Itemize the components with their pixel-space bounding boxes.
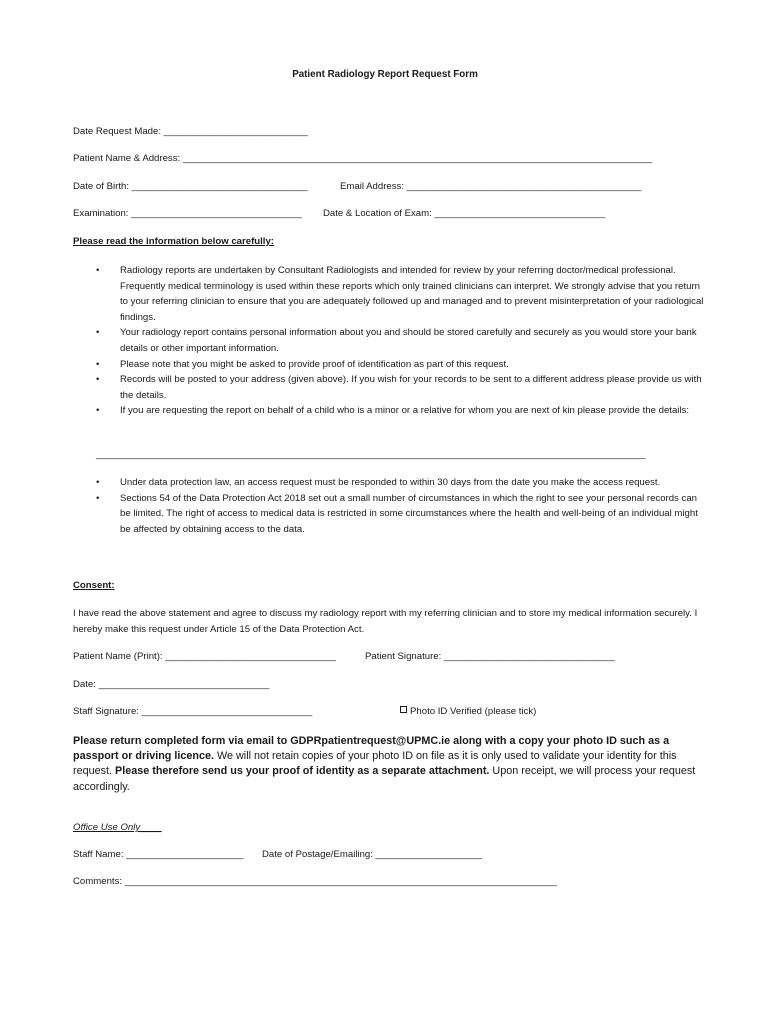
date-location-field[interactable]: Date & Location of Exam: ________________________________ (323, 208, 606, 219)
patient-name-print-field[interactable]: Patient Name (Print): ________________________________ (73, 651, 336, 662)
list-item: • Your radiology report contains personal information about you and should be stored carefully and securely as you would store your bank details or other important information. (96, 327, 697, 354)
photo-id-label: Photo ID Verified (please tick) (410, 706, 537, 717)
bullet-icon: • (96, 358, 100, 370)
staff-name-field[interactable]: Staff Name: ______________________ (73, 849, 244, 860)
bullet-icon: • (96, 477, 100, 488)
list-item: • Please note that you might be asked to provide proof of identification as part of this request. (96, 357, 706, 373)
checkbox-icon[interactable] (400, 706, 407, 713)
date-request-field[interactable]: Date Request Made: ___________________________ (73, 126, 308, 137)
list-item: • Records will be posted to your address (given above). If you wish for your records to be sent to a different address please provide us with the details. (96, 374, 702, 401)
info-heading: Please read the information below carefully: (73, 236, 274, 247)
email-field[interactable]: Email Address: ____________________________________________ (340, 181, 642, 192)
page-title: Patient Radiology Report Request Form (292, 69, 478, 80)
office-use-heading: Office Use Only____ (73, 822, 162, 833)
examination-field[interactable]: Examination: ________________________________ (73, 208, 302, 219)
dob-field[interactable]: Date of Birth: _________________________________ (73, 181, 308, 192)
details-line[interactable]: _______________________________________________________________________________________________________ (96, 449, 646, 460)
bullet-icon: • (96, 492, 100, 504)
consent-date-field[interactable]: Date: ________________________________ (73, 679, 270, 690)
consent-text: I have read the above statement and agree to discuss my radiology report with my referring clinician and to store my medical information securely. I hereby make this request under Article 15 of the Data Protection Act. (73, 608, 698, 635)
list-item: • Sections 54 of the Data Protection Act 2018 set out a small number of circumstances in which the right to see your personal records can be limited. The right of access to medical data is restricted in some circumstances where the health and well-being of an individual might be affected by obtaining access to the data. (96, 492, 698, 535)
comments-field[interactable]: Comments: _________________________________________________________________________________ (73, 876, 557, 887)
consent-heading: Consent: (73, 580, 115, 591)
list-item: • If you are requesting the report on behalf of a child who is a minor or a relative for whom you are next of kin please provide the details: (96, 403, 706, 419)
info-bullets-b (96, 475, 706, 537)
list-item: • Under data protection law, an access request must be responded to within 30 days from the date you make the access request. (96, 475, 706, 491)
info-bullets-a (96, 263, 706, 419)
list-item: • Radiology reports are undertaken by Consultant Radiologists and intended for review by your referring doctor/medical professional. Frequently medical terminology is used within these reports which only trained clinicians can interpret. We strongly advise that you return to your referring clinician to ensure that you are adequately followed up and managed and to prevent misinterpretation of your radiological findings. (96, 265, 704, 323)
staff-signature-field[interactable]: Staff Signature: ________________________________ (73, 706, 313, 717)
photo-id-checkbox[interactable] (400, 706, 536, 717)
bullet-icon: • (96, 405, 100, 417)
bullet-icon: • (96, 265, 100, 276)
return-instructions: Please return completed form via email to GDPRpatientrequest@UPMC.ie along with a copy your photo ID such as a passport or driving licence. We will not retain copies of your photo ID on file as it is only used to validate your identity for this request. Please therefore send us your proof of identity as a separate attachment. Upon receipt, we will process your request accordingly. (73, 735, 696, 793)
postage-date-field[interactable]: Date of Postage/Emailing: ____________________ (262, 849, 483, 860)
patient-name-address-field[interactable]: Patient Name & Address: ________________________________________________________________________________________ (73, 153, 653, 164)
patient-signature-field[interactable]: Patient Signature: ________________________________ (365, 651, 615, 662)
bullet-icon: • (96, 374, 100, 386)
bullet-icon: • (96, 327, 100, 339)
